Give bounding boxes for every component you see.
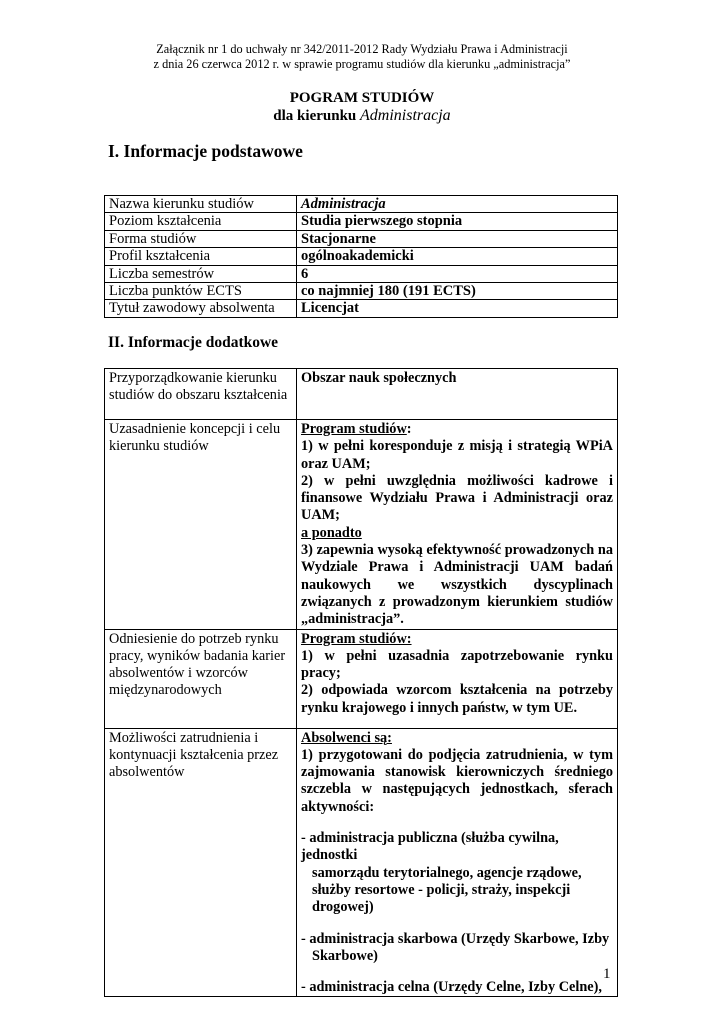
label-cell: Możliwości zatrudnienia i kontynuacji kształcenia przez absolwentów — [105, 728, 297, 997]
label-cell: Liczba semestrów — [105, 265, 297, 282]
paragraph: 2) w pełni uwzględnia możliwości kadrowe i finansowe Wydziału Prawa i Administracji oraz UAM; — [301, 472, 613, 524]
table-row — [105, 230, 618, 247]
basic-info-table — [104, 195, 618, 318]
program-heading: Program studiów: — [301, 421, 412, 437]
graduates-heading: Absolwenci są: — [301, 729, 392, 746]
value-cell — [297, 420, 618, 630]
table-row — [105, 213, 618, 230]
page-number: 1 — [603, 966, 611, 982]
list-item: - administracja publiczna (służba cywilna, jednostki — [301, 830, 559, 864]
label-cell: Profil kształcenia — [105, 248, 297, 265]
title-main: POGRAM STUDIÓW — [289, 90, 435, 106]
table-row — [105, 369, 618, 420]
section-heading-basic: I. Informacje podstawowe — [108, 141, 303, 161]
table-row — [105, 728, 618, 997]
label-cell: Forma studiów — [105, 230, 297, 247]
value-cell: co najmniej 180 (191 ECTS) — [297, 283, 618, 300]
paragraph: 2) odpowiada wzorcom kształcenia na potrzeby rynku krajowego i innych państw, w tym UE. — [301, 682, 613, 716]
label-cell: Przyporządkowanie kierunku studiów do obszaru kształcenia — [105, 369, 297, 420]
connector-text: a ponadto — [301, 524, 362, 541]
list-item-continued: samorządu terytorialnego, agencje rządowe, służby resortowe - policji, straży, inspekcji drogowej) — [312, 864, 582, 916]
paragraph: 1) w pełni koresponduje z misją i strategią WPiA oraz UAM; — [301, 438, 613, 472]
table-row — [105, 283, 618, 300]
document-title — [0, 89, 724, 125]
table-row — [105, 196, 618, 213]
header-line-1: Załącznik nr 1 do uchwały nr 342/2011-2012 Rady Wydziału Prawa i Administracji — [156, 42, 568, 56]
paragraph: 1) przygotowani do podjęcia zatrudnienia, w tym zajmowania stanowisk kierowniczych średniego szczebla w następujących jednostkach, sferach aktywności: — [301, 746, 613, 815]
list-item-continued: Skarbowe) — [312, 947, 378, 964]
table-row — [105, 629, 618, 728]
list-item: - administracja celna (Urzędy Celne, Izby Celne), — [301, 979, 602, 996]
paragraph: 3) zapewnia wysoką efektywność prowadzonych na Wydziale Prawa i Administracji UAM badań naukowych we wszystkich dyscyplinach związanych z prowadzonym kierunkiem studiów „administracja”. — [301, 542, 613, 628]
title-sub-prefix: dla kierunku — [273, 108, 357, 124]
table-row — [105, 300, 618, 317]
paragraph: 1) w pełni uzasadnia zapotrzebowanie rynku pracy; — [301, 647, 613, 682]
table-row — [105, 420, 618, 630]
program-heading: Program studiów: — [301, 630, 412, 647]
header-line-2: z dnia 26 czerwca 2012 r. w sprawie programu studiów dla kierunku „administracja” — [153, 57, 571, 71]
page-header — [0, 42, 724, 72]
title-sub — [0, 107, 724, 125]
value-cell: 6 — [297, 265, 618, 282]
value-cell: Studia pierwszego stopnia — [297, 213, 618, 230]
value-cell: Administracja — [297, 196, 618, 213]
label-cell: Odniesienie do potrzeb rynku pracy, wyników badania karier absolwentów i wzorców międzynarodowych — [105, 629, 297, 728]
label-cell: Liczba punktów ECTS — [105, 283, 297, 300]
value-cell — [297, 728, 618, 997]
value-cell — [297, 629, 618, 728]
list-item: - administracja skarbowa (Urzędy Skarbowe, Izby — [301, 930, 610, 947]
value-cell: Licencjat — [297, 300, 618, 317]
label-cell: Uzasadnienie koncepcji i celu kierunku studiów — [105, 420, 297, 630]
label-cell: Nazwa kierunku studiów — [105, 196, 297, 213]
value-cell: Obszar nauk społecznych — [297, 369, 618, 420]
label-cell: Tytuł zawodowy absolwenta — [105, 300, 297, 317]
value-cell: ogólnoakademicki — [297, 248, 618, 265]
label-cell: Poziom kształcenia — [105, 213, 297, 230]
table-row — [105, 248, 618, 265]
extra-info-table — [104, 368, 618, 997]
title-sub-italic: Administracja — [360, 107, 451, 124]
section-heading-extra: II. Informacje dodatkowe — [108, 334, 279, 351]
table-row — [105, 265, 618, 282]
value-cell: Stacjonarne — [297, 230, 618, 247]
